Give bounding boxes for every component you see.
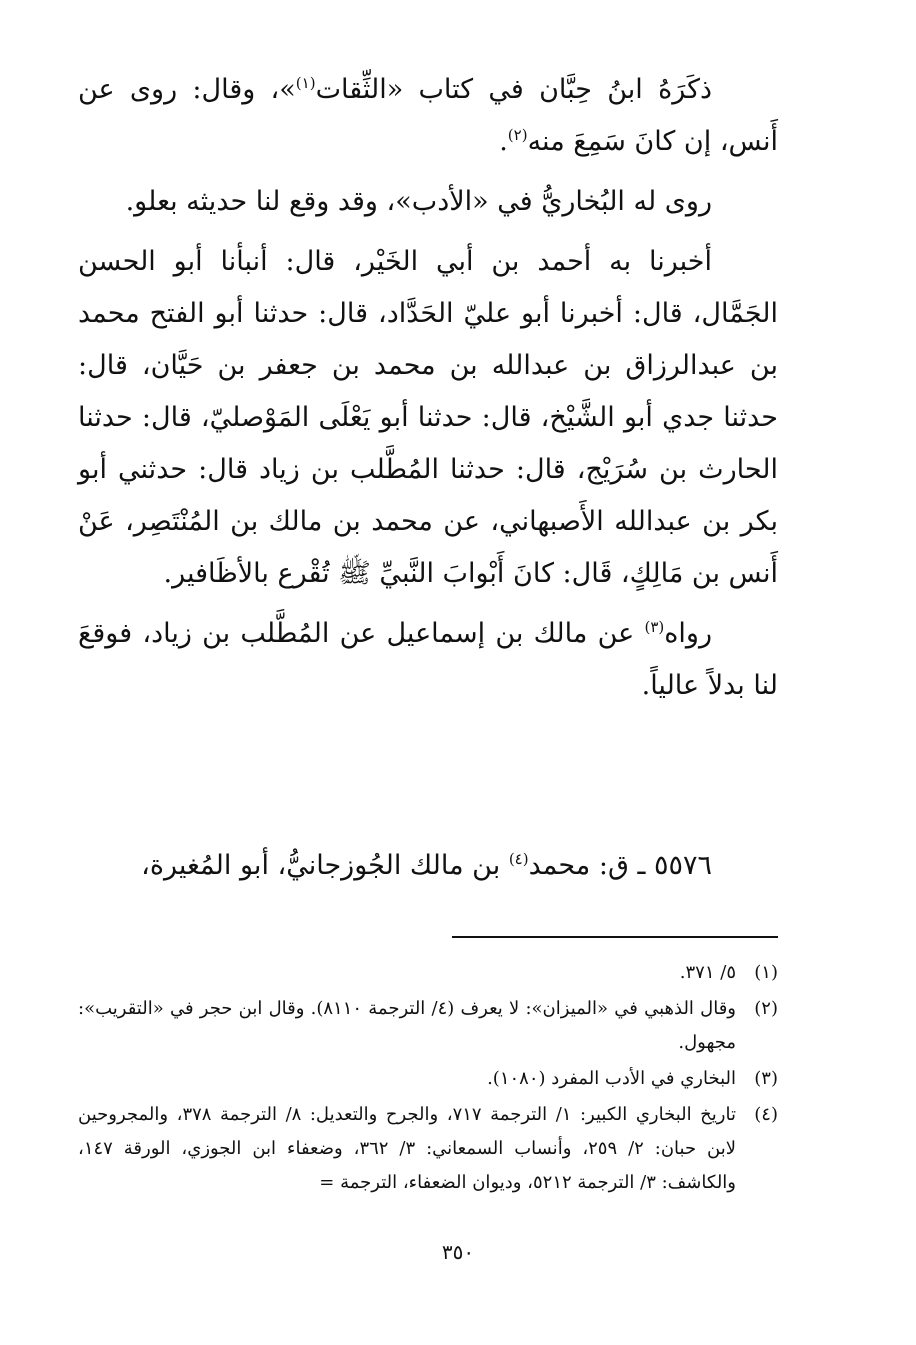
footnote-number: (٣) — [754, 1068, 778, 1089]
text-run: روى له البُخاريُّ في «الأدب»، وقد وقع لنا حديثه بعلو. — [125, 186, 712, 217]
text-run: بن مالك الجُوزجانيُّ، أبو المُغيرة، — [141, 850, 509, 881]
footnote-reference: (٣) — [644, 618, 665, 636]
page-number: ٣٥٠ — [441, 1240, 475, 1264]
paragraph — [78, 608, 778, 712]
text-run: ٥٥٧٦ ـ ق: محمد — [528, 850, 712, 881]
text-run: أخبرنا به أحمد بن أبي الخَيْر، قال: أنبأنا أبو الحسن الجَمَّال، قال: أخبرنا أبو عليّ الحَدَّاد، قال: حدثنا أبو الفتح محمد بن عبدالرزاق بن عبدالله بن محمد بن جعفر بن حَيَّان، قال: حدثنا جدي أبو الشَّيْخ، قال: حدثنا أبو يَعْلَى المَوْصليّ، قال: حدثنا الحارث بن سُرَيْج، قال: حدثنا المُطَّلب بن زياد قال: حدثني أبو بكر بن عبدالله الأَصبهاني، عن محمد بن مالك بن المُنْتَصِر، عَنْ أَنس بن مَالِكٍ، قَال: كانَ أَبْوابَ النَّبيِّ ﷺ تُقْرع بالأظَافير. — [78, 246, 778, 589]
footnote-text: ٥/ ٣٧١. — [679, 962, 736, 983]
footnotes — [78, 956, 778, 1202]
text-run: عن مالك بن إسماعيل عن المُطَّلب بن زياد، فوقعَ لنا بدلاً عالياً. — [78, 618, 778, 701]
paragraph — [78, 64, 778, 168]
footnote — [78, 1062, 778, 1096]
footnote-reference: (١) — [295, 74, 316, 92]
footnote-number: (١) — [754, 962, 778, 983]
paragraph — [78, 236, 778, 600]
text-run: رواه — [664, 618, 712, 649]
footnote-reference: (٤) — [508, 850, 529, 868]
footnote-number: (٤) — [754, 1104, 778, 1125]
footnote-separator — [452, 936, 778, 938]
text-run: ذكَرَهُ ابنُ حِبَّان في كتاب «الثِّقات — [315, 74, 712, 105]
footnote — [78, 1098, 778, 1200]
text-run: . — [499, 126, 508, 157]
footnote-text: البخاري في الأدب المفرد (١٠٨٠). — [487, 1068, 736, 1089]
footnote — [78, 956, 778, 990]
footnote-number: (٢) — [754, 998, 778, 1019]
footnote — [78, 992, 778, 1060]
text-run: »، وقال: روى عن أَنس، إن كانَ سَمِعَ منه — [78, 74, 778, 157]
biography-entry-heading — [78, 840, 778, 892]
main-text — [78, 64, 778, 712]
footnote-reference: (٢) — [507, 126, 528, 144]
footnote-text: وقال الذهبي في «الميزان»: لا يعرف (٤/ الترجمة ٨١١٠). وقال ابن حجر في «التقريب»: مجهول. — [78, 998, 736, 1053]
paragraph — [78, 176, 778, 228]
footnote-text: تاريخ البخاري الكبير: ١/ الترجمة ٧١٧، والجرح والتعديل: ٨/ الترجمة ٣٧٨، والمجروحين لابن حبان: ٢/ ٢٥٩، وأنساب السمعاني: ٣/ ٣٦٢، وضعفاء ابن الجوزي، الورقة ١٤٧، والكاشف: ٣/ الترجمة ٥٢١٢، وديوان الضعفاء، الترجمة = — [78, 1104, 736, 1193]
